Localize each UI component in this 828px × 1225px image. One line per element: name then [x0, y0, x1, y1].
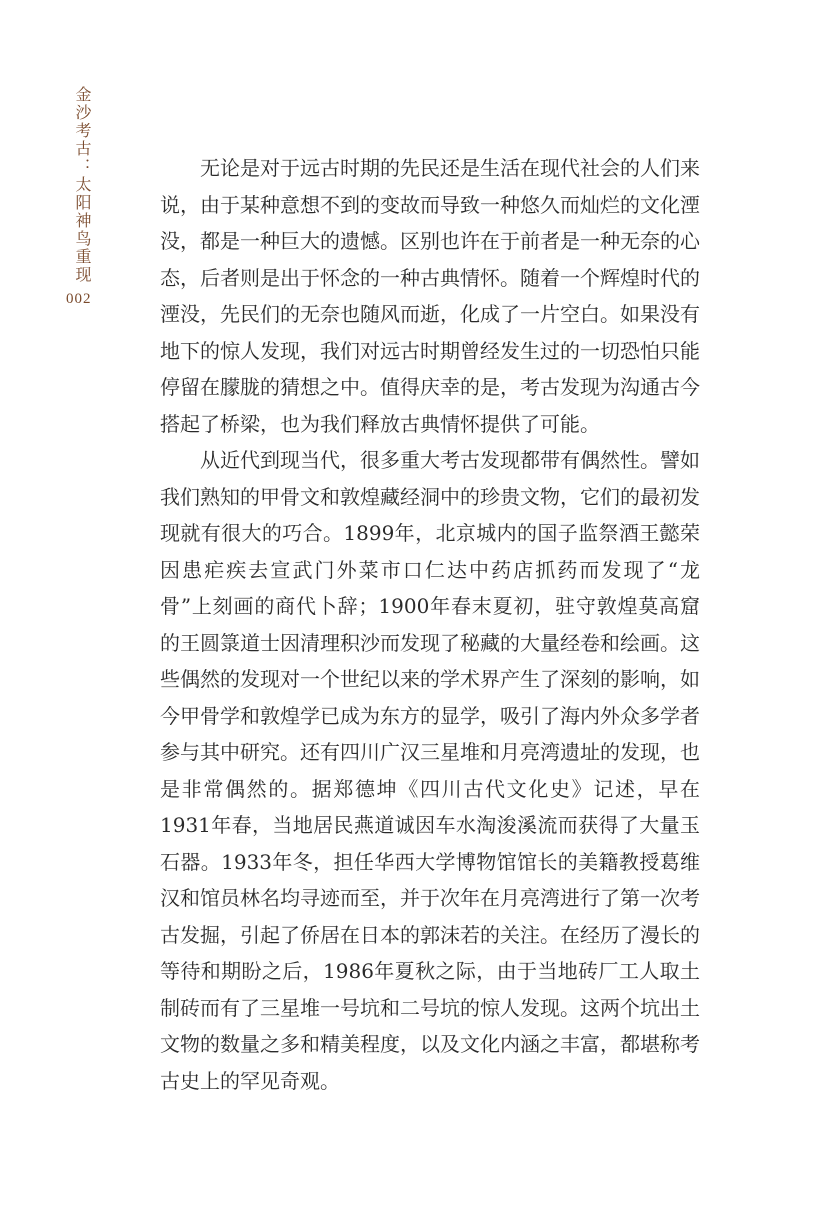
body-text [160, 150, 700, 1099]
running-head-title: 金沙考古：太阳神鸟重现 [73, 86, 92, 284]
paragraph-2: 从近代到现当代，很多重大考古发现都带有偶然性。譬如我们熟知的甲骨文和敦煌藏经洞中的珍贵文物，它们的最初发现就有很大的巧合。1899年，北京城内的国子监祭酒王懿荣因患疟疾去宣武门外菜市口仁达中药店抓药而发现了“龙骨”上刻画的商代卜辞；1900年春末夏初，驻守敦煌莫高窟的王圆箓道士因清理积沙而发现了秘藏的大量经卷和绘画。这些偶然的发现对一个世纪以来的学术界产生了深刻的影响，如今甲骨学和敦煌学已成为东方的显学，吸引了海内外众多学者参与其中研究。还有四川广汉三星堆和月亮湾遗址的发现，也是非常偶然的。据郑德坤《四川古代文化史》记述，早在1931年春，当地居民燕道诚因车水淘浚溪流而获得了大量玉石器。1933年冬，担任华西大学博物馆馆长的美籍教授葛维汉和馆员林名均寻迹而至，并于次年在月亮湾进行了第一次考古发掘，引起了侨居在日本的郭沫若的关注。在经历了漫长的等待和期盼之后，1986年夏秋之际，由于当地砖厂工人取土制砖而有了三星堆一号坑和二号坑的惊人发现。这两个坑出土文物的数量之多和精美程度，以及文化内涵之丰富，都堪称考古史上的罕见奇观。 [160, 448, 700, 1093]
paragraph-1: 无论是对于远古时期的先民还是生活在现代社会的人们来说，由于某种意想不到的变故而导致一种悠久而灿烂的文化湮没，都是一种巨大的遗憾。区别也许在于前者是一种无奈的心态，后者则是出于怀念的一种古典情怀。随着一个辉煌时代的湮没，先民们的无奈也随风而逝，化成了一片空白。如果没有地下的惊人发现，我们对远古时期曾经发生过的一切恐怕只能停留在朦胧的猜想之中。值得庆幸的是，考古发现为沟通古今搭起了桥梁，也为我们释放古典情怀提供了可能。 [160, 156, 700, 436]
page-number: 002 [66, 291, 92, 307]
